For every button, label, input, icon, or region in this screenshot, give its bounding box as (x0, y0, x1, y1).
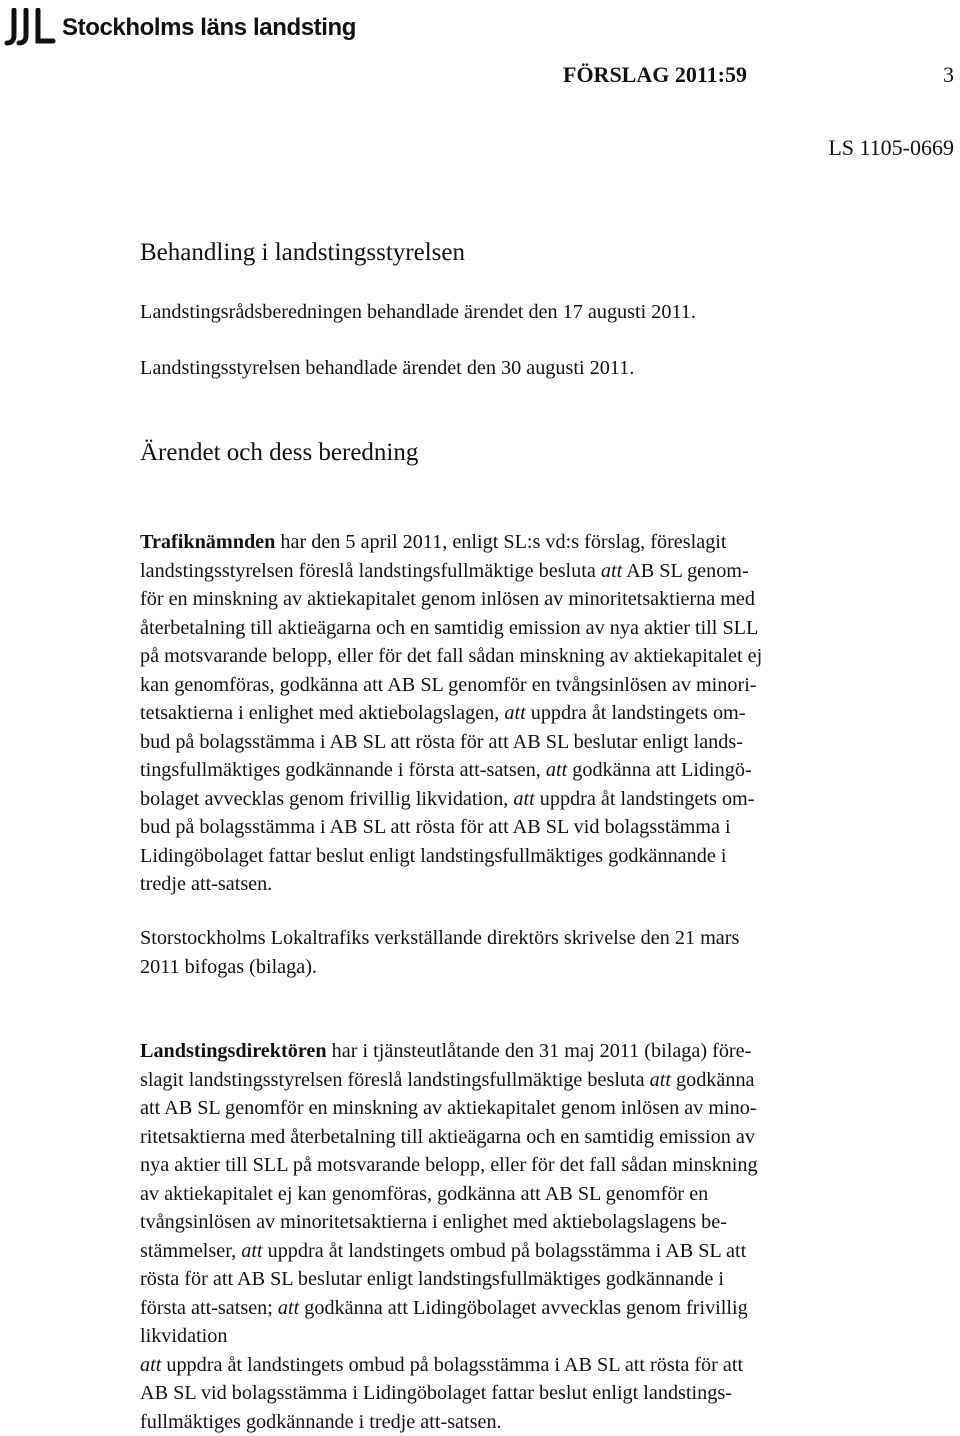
paragraph-trafiknamnden: Trafiknämnden har den 5 april 2011, enligt SL:s vd:s förslag, föreslagit landstingsstyrelsen föreslå landstingsfullmäktige besluta att AB SL genom- för en minskning av aktiekapitalet genom inlösen av minoritetsaktierna med återbetalning till aktieägarna och en samtidig emission av nya aktier till SLL på motsvarande belopp, eller för det fall sådan minskning av aktiekapitalet ej kan genomföras, godkänna att AB SL genomför en tvångsinlösen av minori- tetsaktierna i enlighet med aktiebolagslagen, att uppdra åt landstingets om- bud på bolagsstämma i AB SL att rösta för att AB SL beslutar enligt lands- tingsfullmäktiges godkännande i första att-satsen, att godkänna att Lidingö- bolaget avvecklas genom frivillig likvidation, att uppdra åt landstingets om- bud på bolagsstämma i AB SL att rösta för att AB SL vid bolagsstämma i Lidingöbolaget fattar beslut enligt landstingsfullmäktiges godkännande i tredje att-satsen. (140, 531, 763, 895)
proposal-number: FÖRSLAG 2011:59 (563, 62, 747, 87)
reference-number: LS 1105-0669 (828, 135, 954, 160)
page-number: 3 (943, 62, 954, 87)
organization-name: Stockholms läns landsting (62, 14, 357, 41)
section-heading: Behandling i landstingsstyrelsen (140, 239, 465, 266)
sll-logo-icon (4, 8, 56, 48)
paragraph-subject: Trafiknämnden (140, 531, 276, 553)
heading-treatment (140, 239, 900, 267)
paragraph-subject: Landstingsdirektören (140, 1040, 327, 1062)
treatment-line-2: Landstingsstyrelsen behandlade ärendet den 30 augusti 2011. (140, 357, 635, 379)
header-logo (0, 8, 356, 48)
section-heading: Ärendet och dess beredning (140, 439, 419, 466)
paragraph-storstockholms: Storstockholms Lokaltrafiks verkställande direktörs skrivelse den 21 mars 2011 bifogas (bilaga). (140, 927, 740, 978)
heading-matter (140, 439, 900, 467)
paragraph-landstingsdirektoren: Landstingsdirektören har i tjänsteutlåtande den 31 maj 2011 (bilaga) före- slagit landstingsstyrelsen föreslå landstingsfullmäktige besluta att godkänna att AB SL genomför en minskning av aktiekapitalet genom inlösen av mino- ritetsaktierna med återbetalning till aktieägarna och en samtidig emission av nya aktier till SLL på motsvarande belopp, eller för det fall sådan minskning av aktiekapitalet ej kan genomföras, godkänna att AB SL genomför en tvångsinlösen av minoritetsaktierna i enlighet med aktiebolagslagens be- stämmelser, att uppdra åt landstingets ombud på bolagsstämma i AB SL att rösta för att AB SL beslutar enligt landstingsfullmäktiges godkännande i första att-satsen; att godkänna att Lidingöbolaget avvecklas genom frivillig likvidation att uppdra åt landstingets ombud på bolagsstämma i AB SL att rösta för att AB SL vid bolagsstämma i Lidingöbolaget fattar beslut enligt landstings- fullmäktiges godkännande i tredje att-satsen. (140, 1040, 758, 1433)
treatment-line-1: Landstingsrådsberedningen behandlade ärendet den 17 augusti 2011. (140, 301, 696, 323)
